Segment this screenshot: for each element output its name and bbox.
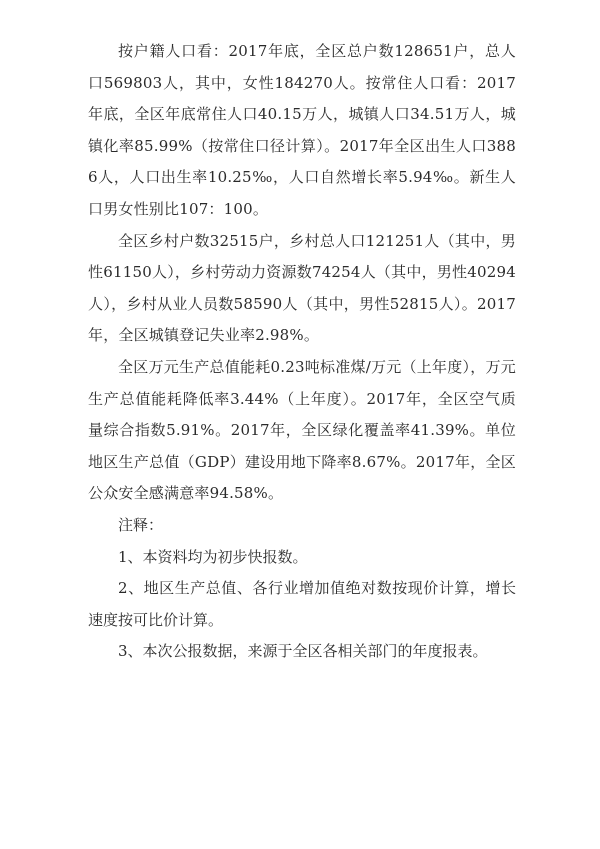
notes-title: 注释： bbox=[118, 515, 164, 534]
note-item-1: 1、本资料均为初步快报数。 bbox=[118, 547, 308, 566]
note-item-2: 2、地区生产总值、各行业增加值绝对数按现价计算，增长速度按可比价计算。 bbox=[88, 579, 516, 629]
paragraph-population: 按户籍人口看：2017年底，全区总户数128651户，总人口569803人，其中，女性184270人。按常住人口看：2017年底，全区年底常住人口40.15万人，城镇人口34.51万人，城镇化率85.99%（按常住口径计算）。2017年全区出生人口3886人，人口出生率10.25‰，人口自然增长率5.94‰。新生人口男女性别比107：100。 bbox=[88, 42, 516, 218]
document-body bbox=[88, 36, 516, 668]
paragraph-rural: 全区乡村户数32515户，乡村总人口121251人（其中，男性61150人），乡村劳动力资源数74254人（其中，男性40294人），乡村从业人员数58590人（其中，男性52815人）。2017年，全区城镇登记失业率2.98%。 bbox=[88, 231, 516, 345]
note-item-3: 3、本次公报数据，来源于全区各相关部门的年度报表。 bbox=[118, 642, 488, 661]
paragraph-environment: 全区万元生产总值能耗0.23吨标准煤/万元（上年度），万元生产总值能耗降低率3.44%（上年度）。2017年，全区空气质量综合指数5.91%。2017年，全区绿化覆盖率41.39%。单位地区生产总值（GDP）建设用地下降率8.67%。2017年，全区公众安全感满意率94.58%。 bbox=[88, 357, 516, 503]
